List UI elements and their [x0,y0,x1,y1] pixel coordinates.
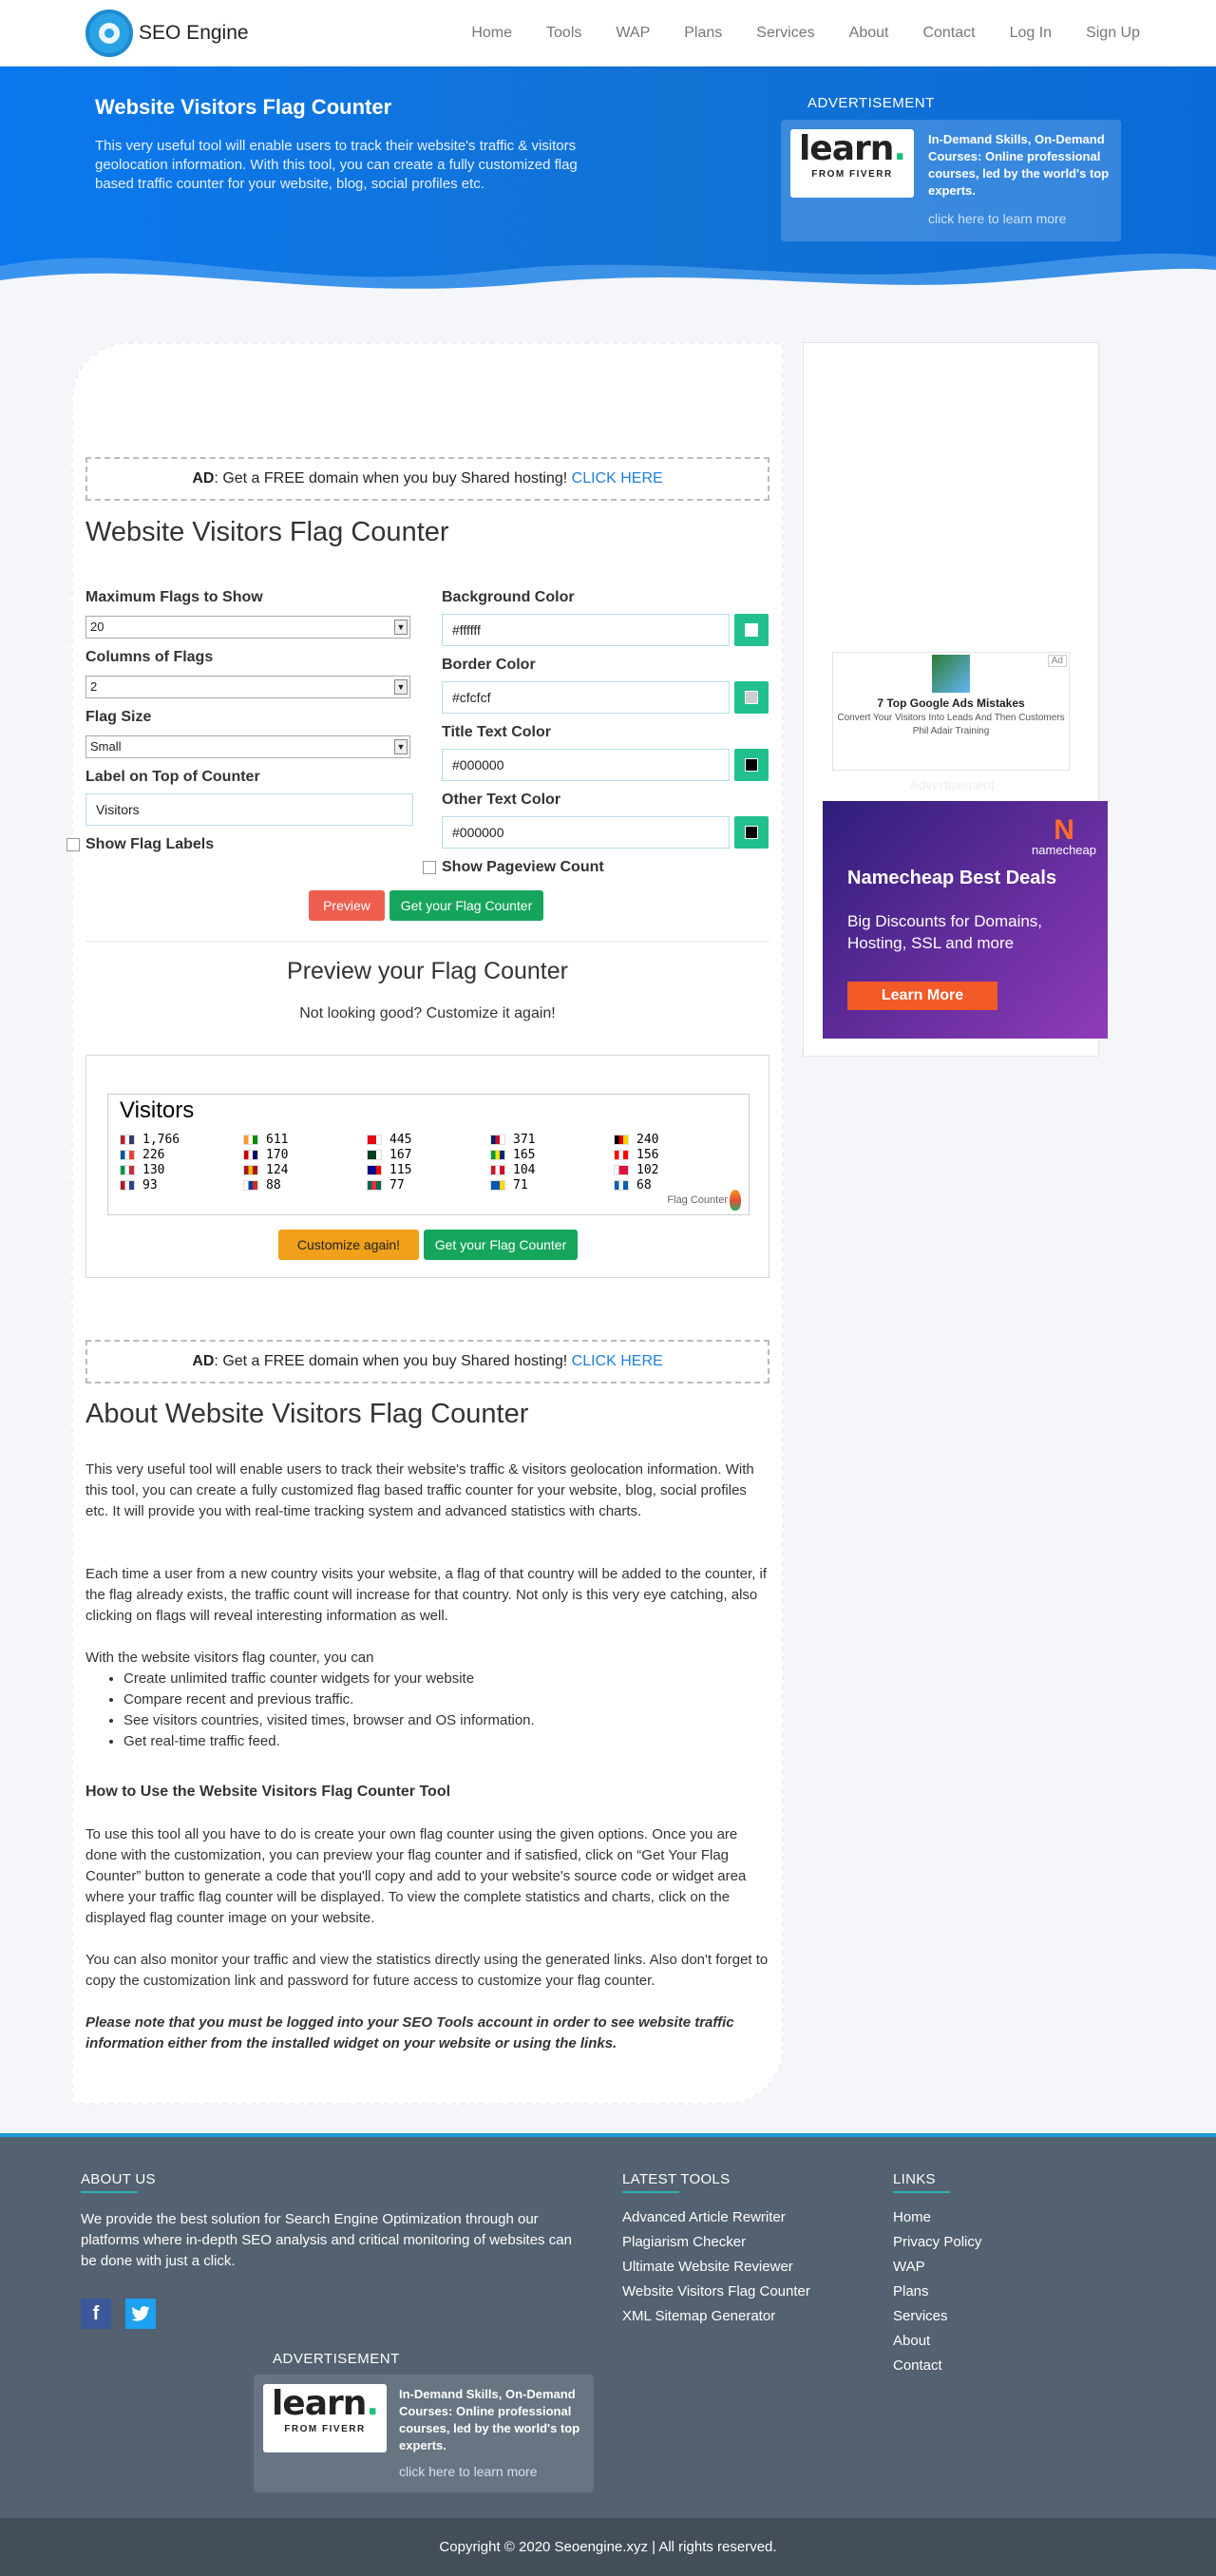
footer [0,2133,1216,2518]
ad-text: In-Demand Skills, On-Demand Courses: Online professional courses, led by the world's top experts. [928,132,1110,198]
footer-link-privacy[interactable]: Privacy Policy [893,2234,982,2250]
flag-counter-entry[interactable] [367,1133,490,1146]
list-item: • Compare recent and previous traffic. [124,1689,535,1710]
nav-about[interactable]: About [848,25,889,41]
country-flag-icon [490,1135,505,1145]
about-paragraph-3: With the website visitors flag counter, you can [86,1650,374,1666]
facebook-icon[interactable]: f [81,2299,111,2329]
preview-subtext: Not looking good? Customize it again! [299,1005,556,1021]
visitor-count: 130 [142,1162,165,1177]
nav-contact[interactable]: Contact [922,25,976,41]
namecheap-ad[interactable] [823,801,1108,1039]
bg-color-label: Background Color [442,589,575,605]
country-flag-icon [490,1165,505,1175]
chevron-down-icon: ▼ [394,739,408,754]
flag-counter-entry[interactable] [614,1148,737,1161]
about-paragraph-1: This very useful tool will enable users to track their website's traffic & visitors geolocation information. With this tool, you can create a fully customized flag based traffic counter for your website, blog, social profiles etc. It will provide you with real-time tracking system and advanced statistics with charts. [86,1461,754,1519]
footer-tools-list [622,2205,810,2329]
visitor-count: 240 [636,1132,659,1147]
nav-services[interactable]: Services [756,25,815,41]
border-color-input[interactable]: #cfcfcf [442,681,730,714]
footer-tool-link[interactable]: XML Sitemap Generator [622,2308,776,2324]
flag-counter-entry[interactable] [243,1148,367,1161]
howto-title: How to Use the Website Visitors Flag Counter Tool [86,1784,451,1800]
columns-label: Columns of Flags [86,649,214,665]
border-color-swatch[interactable] [734,681,769,714]
footer-about-text: We provide the best solution for Search Engine Optimization through our platforms where in-depth SEO analysis and critical monitoring of websites can be done with just a click. [81,2211,572,2269]
flag-counter-entry[interactable] [243,1133,367,1146]
ad-learn-more-link[interactable]: click here to learn more [399,2464,538,2479]
country-flag-icon [120,1150,135,1160]
divider [86,941,770,942]
nav-wap[interactable]: WAP [616,25,651,41]
hero-banner [0,67,1216,304]
brand-logo[interactable] [86,10,249,57]
visitor-count: 170 [266,1147,289,1162]
other-color-input[interactable]: #000000 [442,816,730,849]
visitor-count: 88 [266,1177,281,1193]
copyright-bar: Copyright © 2020 Seoengine.xyz | All rights reserved. [0,2518,1216,2576]
visitor-count: 77 [390,1177,405,1193]
visitor-count: 104 [513,1162,536,1177]
advertisement-label: Advertisement [909,777,995,792]
promo-banner-bottom: AD: Get a FREE domain when you buy Shared hosting! CLICK HERE [86,1340,770,1383]
visitor-count: 115 [390,1162,412,1177]
footer-link-contact[interactable]: Contact [893,2357,942,2374]
flag-size-select[interactable]: Small ▼ [86,735,410,758]
flag-counter-entry[interactable] [243,1163,367,1176]
learn-fiverr-logo: learn. FROM FIVERR [263,2384,387,2452]
country-flag-icon [614,1135,629,1145]
title-color-input[interactable]: #000000 [442,749,730,781]
flame-icon [730,1190,741,1211]
visitor-count: 68 [636,1177,652,1193]
visitor-count: 1,766 [142,1132,180,1147]
bg-color-input[interactable]: #ffffff [442,614,730,646]
preview-heading: Preview your Flag Counter [287,958,568,984]
ad-learn-more-link[interactable]: click here to learn more [928,211,1067,226]
namecheap-logo: N namecheap [1032,814,1096,857]
list-item: • Get real-time traffic feed. [124,1731,535,1752]
checkbox-box[interactable] [423,861,436,874]
flag-counter-entry[interactable] [120,1163,243,1176]
show-pageview-checkbox[interactable]: Show Pageview Count [423,859,604,876]
visitor-count: 611 [266,1132,289,1147]
country-flag-icon [367,1180,382,1191]
visitor-count: 156 [636,1147,659,1162]
title-color-swatch[interactable] [734,749,769,781]
counter-grid [120,1133,728,1192]
flag-counter-entry[interactable] [490,1178,614,1192]
get-flag-counter-button[interactable]: Get your Flag Counter [390,890,543,921]
promo-link[interactable]: CLICK HERE [571,470,663,487]
nc-subtitle: Big Discounts for Domains, Hosting, SSL and more [847,912,1043,952]
footer-link-home[interactable]: Home [893,2209,932,2225]
chevron-down-icon: ▼ [394,679,408,695]
footer-link-wap[interactable]: WAP [893,2259,925,2275]
flag-counter-widget[interactable] [107,1094,750,1215]
country-flag-icon [614,1150,629,1160]
visitor-count: 167 [390,1147,412,1162]
border-color-label: Border Color [442,657,536,673]
get-flag-counter-button-2[interactable]: Get your Flag Counter [424,1230,578,1260]
nc-title: Namecheap Best Deals [847,868,1057,888]
visitor-count: 371 [513,1132,536,1147]
flag-counter-entry[interactable] [490,1148,614,1161]
footer-advertisement-label: ADVERTISEMENT [273,2351,400,2367]
promo-link[interactable]: CLICK HERE [571,1353,663,1369]
counter-title: Visitors [120,1097,195,1123]
other-color-label: Other Text Color [442,792,561,808]
country-flag-icon [490,1180,505,1191]
ad-thumbnail [932,655,970,693]
flag-counter-entry[interactable] [367,1163,490,1176]
tool-title: Website Visitors Flag Counter [86,517,449,547]
main-menu [437,0,1140,67]
visitor-count: 445 [390,1132,412,1147]
footer-ad-card[interactable] [254,2375,594,2492]
country-flag-icon [120,1165,135,1175]
other-color-swatch[interactable] [734,816,769,849]
country-flag-icon [367,1165,382,1175]
visitor-count: 102 [636,1162,659,1177]
about-paragraph-2: Each time a user from a new country visits your website, a flag of that country will be added to the counter, if the flag already exists, the traffic count will increase for that country. Not only is this very eye catching, also clicking on flags will reveal interesting information as well. [86,1566,768,1624]
max-flags-select[interactable]: 20 ▼ [86,616,410,639]
title-color-label: Title Text Color [442,724,551,740]
flag-counter-entry[interactable] [120,1178,243,1192]
country-flag-icon [243,1180,258,1191]
hero-description: This very useful tool will enable users to track their website's traffic & visitors geolocation information. With this tool, you can create a fully customized flag based traffic counter for your website, blog, social profiles etc. [95,138,578,192]
footer-links-title: LINKS [893,2171,936,2187]
footer-tool-link[interactable]: Ultimate Website Reviewer [622,2259,793,2275]
flag-counter-entry[interactable] [367,1148,490,1161]
preview-box [86,1055,770,1278]
flag-counter-entry[interactable] [120,1133,243,1146]
columns-select[interactable]: 2 ▼ [86,676,410,698]
checkbox-box[interactable] [66,838,80,851]
top-nav [0,0,1216,67]
learn-fiverr-logo: learn. FROM FIVERR [790,129,914,198]
login-note: Please note that you must be logged into your SEO Tools account in order to see website traffic information either from the installed widget on your website or using the links. [86,2014,734,2051]
google-ads-card[interactable] [832,652,1070,771]
flag-size-label: Flag Size [86,709,152,725]
country-flag-icon [367,1150,382,1160]
nav-home[interactable]: Home [471,25,513,41]
list-item: • Create unlimited traffic counter widgets for your website [124,1669,535,1689]
gear-logo-icon [86,10,133,57]
nav-plans[interactable]: Plans [684,25,723,41]
country-flag-icon [120,1180,135,1191]
customize-again-button[interactable]: Customize again! [278,1230,419,1260]
visitor-count: 165 [513,1147,536,1162]
country-flag-icon [243,1165,258,1175]
ad-author: Phil Adair Training [912,726,990,736]
label-top-label: Label on Top of Counter [86,769,260,785]
footer-tool-link[interactable]: Website Visitors Flag Counter [622,2283,810,2299]
chevron-down-icon: ▼ [394,620,408,635]
footer-tools-title: LATEST TOOLS [622,2171,731,2187]
about-title: About Website Visitors Flag Counter [86,1399,529,1429]
visitor-count: 71 [513,1177,528,1193]
flag-counter-watermark: Flag Counter [667,1190,741,1211]
howto-paragraph-2: You can also monitor your traffic and view the statistics directly using the generated links. Also don't forget to copy the customization link and password for future access to customize your flag counter. [86,1952,769,1989]
country-flag-icon [614,1180,629,1191]
footer-link-services[interactable]: Services [893,2308,948,2324]
flag-counter-entry[interactable] [490,1163,614,1176]
footer-link-plans[interactable]: Plans [893,2283,929,2299]
footer-tool-link[interactable]: Advanced Article Rewriter [622,2209,786,2225]
nav-login[interactable]: Log In [1009,25,1053,41]
ad-title: 7 Top Google Ads Mistakes [877,696,1025,710]
ad-badge: Ad [1048,655,1067,667]
twitter-icon[interactable] [125,2299,156,2329]
flag-counter-entry[interactable] [614,1133,737,1146]
bg-color-swatch[interactable] [734,614,769,646]
advertisement-label: ADVERTISEMENT [808,95,935,111]
visitor-count: 226 [142,1147,165,1162]
nav-tools[interactable]: Tools [546,25,582,41]
howto-paragraph-1: To use this tool all you have to do is create your own flag counter using the given options. Once you are done with the customization, you can preview your flag counter and if satisfied, click on “Get Your Flag Counter” button to generate a code that you'll copy and add to your website's source code or widget area where your traffic flag counter will be displayed. To view the complete statistics and charts, click on the displayed flag counter image on your website. [86,1826,747,1926]
max-flags-label: Maximum Flags to Show [86,589,263,605]
flag-counter-entry[interactable] [614,1163,737,1176]
country-flag-icon [490,1150,505,1160]
footer-links-list [893,2205,981,2378]
country-flag-icon [614,1165,629,1175]
country-flag-icon [367,1135,382,1145]
footer-tool-link[interactable]: Plagiarism Checker [622,2234,747,2250]
hero-ad-card[interactable] [781,120,1121,241]
country-flag-icon [243,1135,258,1145]
visitor-count: 93 [142,1177,158,1193]
flag-counter-entry[interactable] [120,1148,243,1161]
sidebar [803,342,1099,1057]
country-flag-icon [120,1135,135,1145]
ad-text: In-Demand Skills, On-Demand Courses: Online professional courses, led by the world's top experts. [399,2387,580,2452]
footer-link-about[interactable]: About [893,2333,931,2349]
visitor-count: 124 [266,1162,289,1177]
hero-title: Website Visitors Flag Counter [95,95,392,119]
promo-banner-top: AD: Get a FREE domain when you buy Shared hosting! CLICK HERE [86,457,770,501]
flag-counter-entry[interactable] [367,1178,490,1192]
list-item: • See visitors countries, visited times, browser and OS information. [124,1710,535,1731]
nc-learn-more-button[interactable]: Learn More [847,982,998,1010]
feature-list [124,1669,535,1752]
footer-about-title: ABOUT US [81,2171,156,2187]
label-top-input[interactable]: Visitors [86,793,413,826]
nav-signup[interactable]: Sign Up [1086,25,1140,41]
preview-button[interactable]: Preview [309,890,385,921]
flag-counter-entry[interactable] [243,1178,367,1192]
ad-subtitle: Convert Your Visitors Into Leads And Then Customers [837,713,1065,723]
brand-name: SEO Engine [139,22,249,44]
flag-counter-entry[interactable] [490,1133,614,1146]
show-flag-labels-checkbox[interactable]: Show Flag Labels [66,836,214,853]
country-flag-icon [243,1150,258,1160]
